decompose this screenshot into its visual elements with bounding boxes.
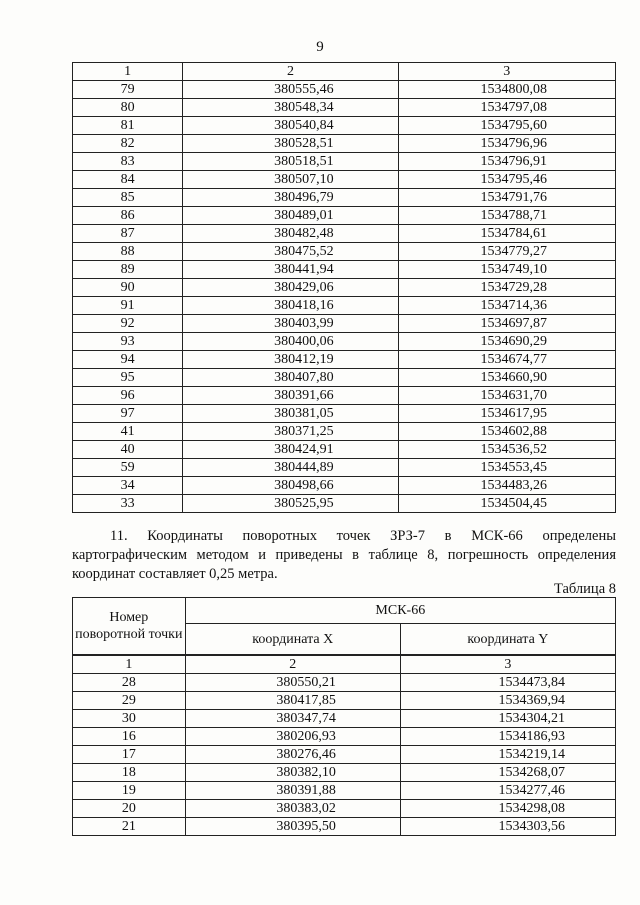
coordinate-x-cell: 380381,05 <box>183 405 398 423</box>
table-8 <box>72 597 616 836</box>
table-row <box>73 297 616 315</box>
point-number-cell: 93 <box>73 333 183 351</box>
table-row <box>73 800 616 818</box>
point-number-cell: 82 <box>73 135 183 153</box>
coordinate-y-cell: 1534796,91 <box>398 153 615 171</box>
coordinate-y-cell: 1534186,93 <box>400 728 615 746</box>
coordinate-y-cell: 1534553,45 <box>398 459 615 477</box>
coordinate-y-cell: 1534674,77 <box>398 351 615 369</box>
page-number: 9 <box>316 39 324 55</box>
table-row <box>73 692 616 710</box>
coordinate-y-cell: 1534536,52 <box>398 441 615 459</box>
coordinate-x-cell: 380382,10 <box>185 764 400 782</box>
coordinate-y-cell: 1534298,08 <box>400 800 615 818</box>
coordinate-x-cell: 380555,46 <box>183 81 398 99</box>
coordinate-x-cell: 380507,10 <box>183 171 398 189</box>
coordinate-x-cell: 380395,50 <box>185 818 400 836</box>
coordinate-x-cell: 380403,99 <box>183 315 398 333</box>
coordinate-x-cell: 380347,74 <box>185 710 400 728</box>
coordinate-y-cell: 1534483,26 <box>398 477 615 495</box>
coordinate-x-cell: 380441,94 <box>183 261 398 279</box>
column-number-2: 2 <box>183 63 398 81</box>
coordinate-y-cell: 1534749,10 <box>398 261 615 279</box>
coordinate-x-cell: 380400,06 <box>183 333 398 351</box>
coordinate-y-cell: 1534697,87 <box>398 315 615 333</box>
table-row <box>73 459 616 477</box>
table-header-row <box>73 63 616 81</box>
table-row <box>73 81 616 99</box>
coordinate-y-cell: 1534602,88 <box>398 423 615 441</box>
coordinate-x-cell: 380383,02 <box>185 800 400 818</box>
column-number-1: 1 <box>73 655 186 674</box>
table-row <box>73 818 616 836</box>
column-number-3: 3 <box>400 655 615 674</box>
coordinate-y-cell: 1534277,46 <box>400 782 615 800</box>
coordinate-x-cell: 380424,91 <box>183 441 398 459</box>
coordinate-y-cell: 1534797,08 <box>398 99 615 117</box>
point-number-cell: 17 <box>73 746 186 764</box>
point-number-cell: 16 <box>73 728 186 746</box>
coordinate-x-cell: 380540,84 <box>183 117 398 135</box>
coordinate-y-cell: 1534795,46 <box>398 171 615 189</box>
point-number-cell: 90 <box>73 279 183 297</box>
point-number-cell: 28 <box>73 674 186 692</box>
coordinate-x-cell: 380482,48 <box>183 225 398 243</box>
coordinate-x-cell: 380518,51 <box>183 153 398 171</box>
table-row <box>73 477 616 495</box>
point-number-cell: 40 <box>73 441 183 459</box>
column-number-3: 3 <box>398 63 615 81</box>
paragraph-text: 11. Координаты поворотных точек ЗРЗ-7 в МСК-66 определены картографическим методом и приведены в таблице 8, погрешность определения координат составляет 0,25 метра. <box>72 528 616 582</box>
coordinate-y-cell: 1534795,60 <box>398 117 615 135</box>
point-number-cell: 18 <box>73 764 186 782</box>
table-row <box>73 99 616 117</box>
point-number-cell: 94 <box>73 351 183 369</box>
table-row <box>73 225 616 243</box>
point-number-cell: 83 <box>73 153 183 171</box>
table-row <box>73 728 616 746</box>
coordinate-x-cell: 380489,01 <box>183 207 398 225</box>
coordinate-x-cell: 380528,51 <box>183 135 398 153</box>
coordinate-y-header: координата Y <box>400 624 615 656</box>
table-row <box>73 710 616 728</box>
coordinate-x-cell: 380525,95 <box>183 495 398 513</box>
point-number-header: Номер поворотной точки <box>73 598 186 656</box>
coordinate-x-cell: 380391,66 <box>183 387 398 405</box>
coordinate-x-cell: 380391,88 <box>185 782 400 800</box>
point-number-cell: 34 <box>73 477 183 495</box>
point-number-cell: 86 <box>73 207 183 225</box>
coordinate-x-cell: 380418,16 <box>183 297 398 315</box>
table-row <box>73 369 616 387</box>
table-row <box>73 495 616 513</box>
coordinate-y-cell: 1534784,61 <box>398 225 615 243</box>
coordinate-x-cell: 380371,25 <box>183 423 398 441</box>
point-number-cell: 96 <box>73 387 183 405</box>
paragraph-11 <box>72 527 616 584</box>
column-number-2: 2 <box>185 655 400 674</box>
table-row <box>73 441 616 459</box>
point-number-cell: 92 <box>73 315 183 333</box>
coordinate-x-cell: 380417,85 <box>185 692 400 710</box>
coordinate-x-cell: 380412,19 <box>183 351 398 369</box>
coordinate-y-cell: 1534631,70 <box>398 387 615 405</box>
point-number-cell: 87 <box>73 225 183 243</box>
coordinate-x-cell: 380498,66 <box>183 477 398 495</box>
table-row <box>73 243 616 261</box>
column-number-1: 1 <box>73 63 183 81</box>
point-number-cell: 20 <box>73 800 186 818</box>
coordinate-x-cell: 380444,89 <box>183 459 398 477</box>
coordinate-x-cell: 380548,34 <box>183 99 398 117</box>
coordinate-y-cell: 1534219,14 <box>400 746 615 764</box>
coordinate-y-cell: 1534473,84 <box>400 674 615 692</box>
coordinate-x-cell: 380429,06 <box>183 279 398 297</box>
table-row <box>73 423 616 441</box>
table-numbering-row <box>73 655 616 674</box>
table-row <box>73 351 616 369</box>
point-number-cell: 95 <box>73 369 183 387</box>
coordinate-y-cell: 1534788,71 <box>398 207 615 225</box>
point-number-cell: 59 <box>73 459 183 477</box>
point-number-cell: 85 <box>73 189 183 207</box>
coordinate-x-header: координата X <box>185 624 400 656</box>
table-row <box>73 279 616 297</box>
table-row <box>73 261 616 279</box>
coordinate-y-cell: 1534617,95 <box>398 405 615 423</box>
table-row <box>73 746 616 764</box>
table-row <box>73 135 616 153</box>
coordinate-y-cell: 1534268,07 <box>400 764 615 782</box>
point-number-cell: 30 <box>73 710 186 728</box>
point-number-cell: 21 <box>73 818 186 836</box>
table-row <box>73 782 616 800</box>
msk-66-header: МСК-66 <box>185 598 615 624</box>
point-number-cell: 97 <box>73 405 183 423</box>
table-row <box>73 387 616 405</box>
table-row <box>73 189 616 207</box>
point-number-cell: 80 <box>73 99 183 117</box>
table-row <box>73 207 616 225</box>
point-number-cell: 88 <box>73 243 183 261</box>
table-row <box>73 405 616 423</box>
coordinate-y-cell: 1534729,28 <box>398 279 615 297</box>
coordinate-x-cell: 380206,93 <box>185 728 400 746</box>
coordinate-y-cell: 1534303,56 <box>400 818 615 836</box>
coordinate-y-cell: 1534504,45 <box>398 495 615 513</box>
point-number-cell: 33 <box>73 495 183 513</box>
table-row <box>73 153 616 171</box>
point-number-cell: 19 <box>73 782 186 800</box>
point-number-cell: 84 <box>73 171 183 189</box>
coordinate-y-cell: 1534369,94 <box>400 692 615 710</box>
table-row <box>73 315 616 333</box>
coordinate-x-cell: 380276,46 <box>185 746 400 764</box>
coordinate-y-cell: 1534690,29 <box>398 333 615 351</box>
coordinate-y-cell: 1534800,08 <box>398 81 615 99</box>
table-caption: Таблица 8 <box>553 581 616 597</box>
coordinate-y-cell: 1534714,36 <box>398 297 615 315</box>
coordinate-y-cell: 1534796,96 <box>398 135 615 153</box>
coordinate-y-cell: 1534660,90 <box>398 369 615 387</box>
table-row <box>73 674 616 692</box>
coordinate-x-cell: 380496,79 <box>183 189 398 207</box>
table-row <box>73 764 616 782</box>
coordinate-x-cell: 380475,52 <box>183 243 398 261</box>
coordinate-y-cell: 1534779,27 <box>398 243 615 261</box>
point-number-cell: 91 <box>73 297 183 315</box>
coordinate-y-cell: 1534304,21 <box>400 710 615 728</box>
coordinate-y-cell: 1534791,76 <box>398 189 615 207</box>
point-number-cell: 79 <box>73 81 183 99</box>
table-header-row <box>73 598 616 624</box>
coordinate-x-cell: 380407,80 <box>183 369 398 387</box>
point-number-cell: 41 <box>73 423 183 441</box>
table-row <box>73 117 616 135</box>
point-number-cell: 89 <box>73 261 183 279</box>
coordinates-table-continued <box>72 62 616 513</box>
point-number-cell: 81 <box>73 117 183 135</box>
point-number-cell: 29 <box>73 692 186 710</box>
table-row <box>73 333 616 351</box>
table-row <box>73 171 616 189</box>
coordinate-x-cell: 380550,21 <box>185 674 400 692</box>
